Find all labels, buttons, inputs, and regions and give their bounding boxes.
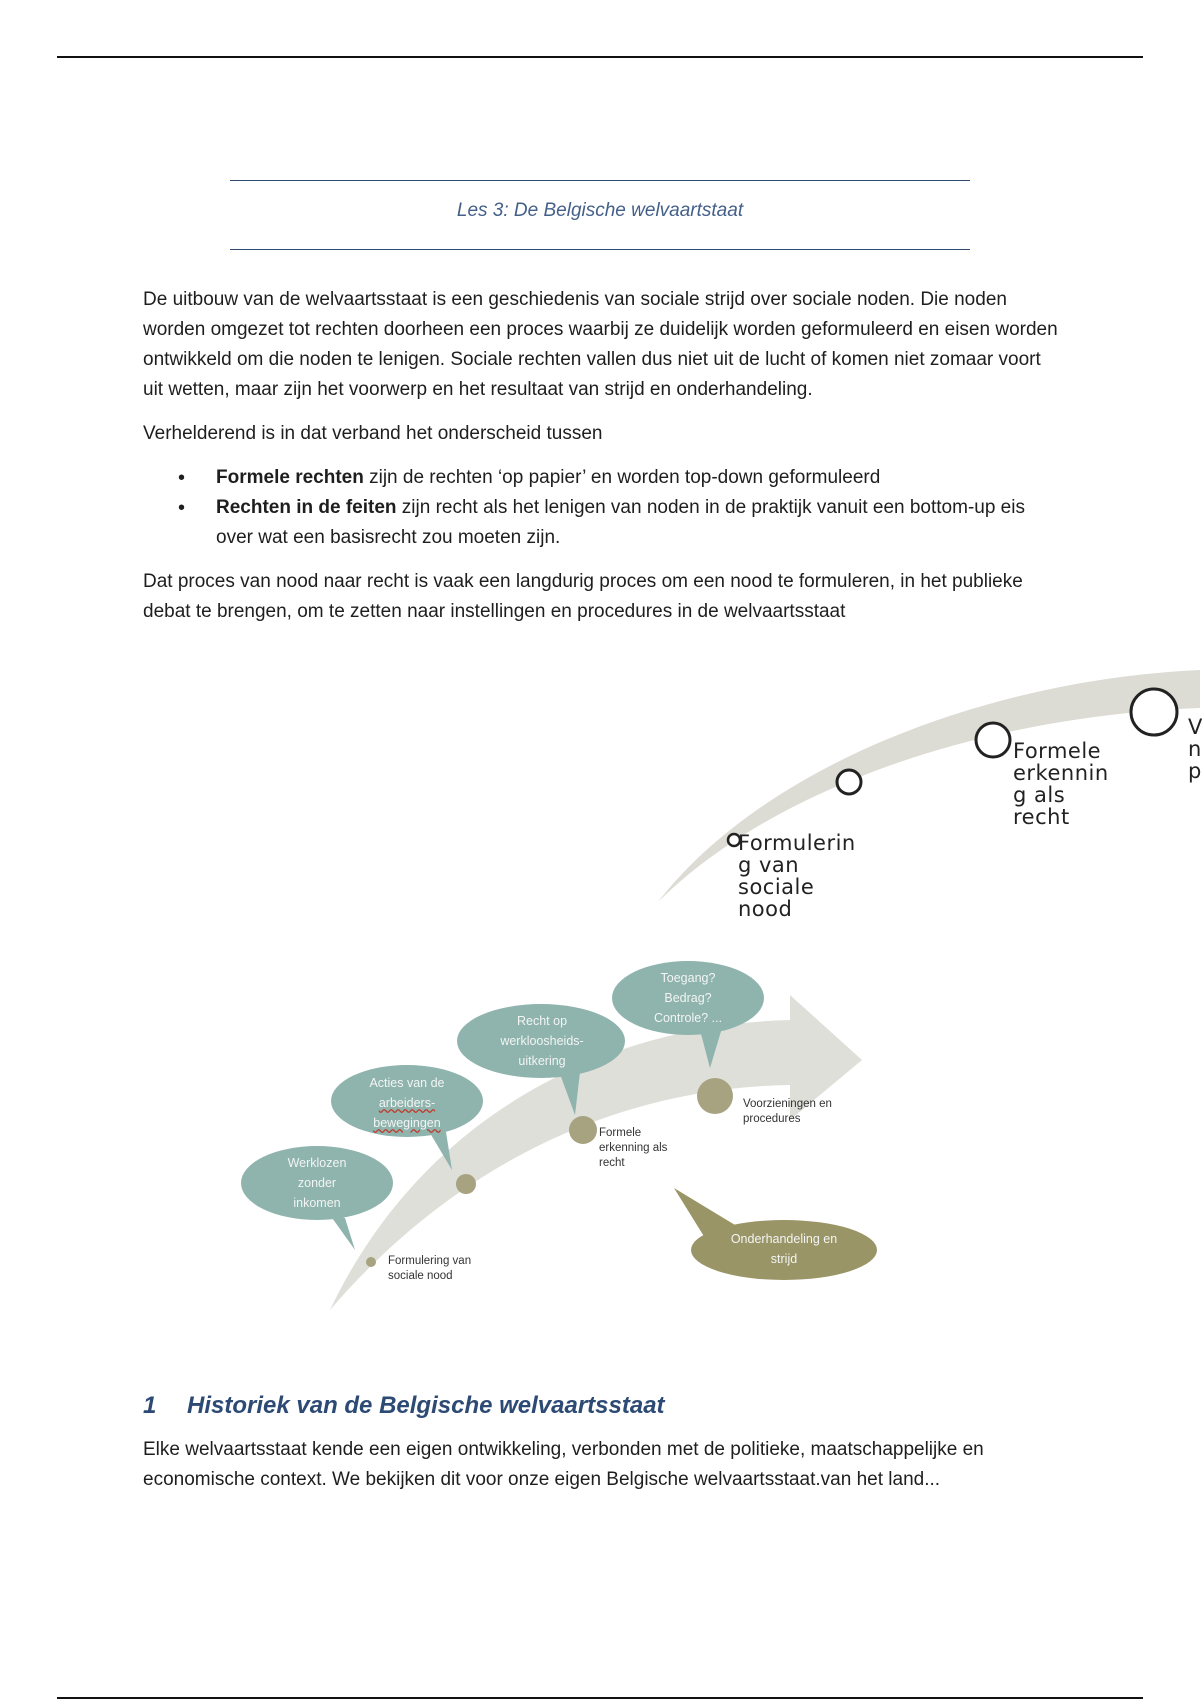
intro-paragraph: De uitbouw van de welvaartsstaat is een geschiedenis van sociale strijd over sociale noden. Die noden worden omgezet tot rechten doorheen een proces waarbij ze duidelijk worden geformuleerd en eisen worden ontwikkeld om die noden te lenigen. Sociale rechten vallen dus niet uit de lucht of komen niet zomaar voort uit wetten, maar zijn het voorwerp en het resultaat van strijd en onderhandeling. [143, 289, 1058, 400]
process-paragraph: Dat proces van nood naar recht is vaak een langdurig proces om een nood te formuleren, in het publieke debat te brengen, om te zetten naar instellingen en procedures in de welvaartsstaat [143, 571, 1023, 622]
bullet-text: zijn de rechten ‘op papier’ en worden top-down geformuleerd [363, 467, 881, 488]
lead-in-paragraph: Verhelderend is in dat verband het onderscheid tussen [143, 423, 603, 444]
section-paragraph: Elke welvaartsstaat kende een eigen ontwikkeling, verbonden met de politieke, maatschappelijke en economische context. We bekijken dit voor onze eigen Belgische welvaartsstaat.van het land... [143, 1439, 984, 1490]
label-formulering: Formulering van sociale nood [388, 1255, 472, 1282]
label-voorzieningen: Voorzieningen en procedures [743, 1098, 832, 1125]
section-number: 1 [143, 1392, 157, 1419]
bullet-formele-rechten [216, 463, 1063, 493]
top-page-rule [57, 56, 1143, 58]
top-node-3 [976, 723, 1010, 757]
top-stage-label-cut: V n p [1188, 715, 1202, 783]
acties-wavy-text: arbeiders- bewegingen [373, 1096, 441, 1130]
bottom-page-rule [57, 1697, 1143, 1699]
acties-line: Acties van de [369, 1076, 445, 1090]
process-diagram [0, 640, 1200, 1340]
bottom-node-3 [569, 1116, 597, 1144]
bubble-text-onderhandeling: Onderhandeling en strijd [730, 1232, 838, 1266]
bubble-text-werklozen: Werklozen zonder inkomen [287, 1156, 347, 1210]
section-title: Historiek van de Belgische welvaartsstaat [187, 1392, 665, 1419]
section-heading [143, 1392, 665, 1420]
bubble-text-recht: Recht op werkloosheids- uitkering [500, 1014, 584, 1068]
page-title: Les 3: De Belgische welvaartstaat [456, 200, 744, 221]
bullet-rechten-in-de-feiten [216, 493, 1063, 553]
rights-bullet-list [143, 463, 1063, 553]
bottom-node-4 [697, 1078, 733, 1114]
top-stage-label-formulering: Formulerin g van sociale nood [738, 831, 856, 921]
top-node-2 [837, 770, 861, 794]
section-text-block [143, 1435, 1063, 1509]
bullet-text: zijn recht als het lenigen van noden in de praktijk vanuit een bottom-up eis over wat een basisrecht zou moeten zijn. [216, 497, 1025, 548]
intro-text-block [143, 285, 1063, 641]
bullet-term: Formele rechten [216, 467, 364, 488]
bottom-node-1 [366, 1257, 376, 1267]
bubble-text-acties [345, 1073, 469, 1133]
bullet-term: Rechten in de feiten [216, 497, 397, 518]
bubble-text-toegang: Toegang? Bedrag? Controle? ... [653, 971, 723, 1025]
top-node-4 [1131, 689, 1177, 735]
bottom-node-2 [456, 1174, 476, 1194]
top-stage-label-formele-erkenning: Formele erkennin g als recht [1013, 739, 1109, 829]
title-bottom-rule [230, 249, 970, 250]
title-top-rule [230, 180, 970, 181]
label-formele-erkenning: Formele erkenning als recht [599, 1127, 668, 1169]
